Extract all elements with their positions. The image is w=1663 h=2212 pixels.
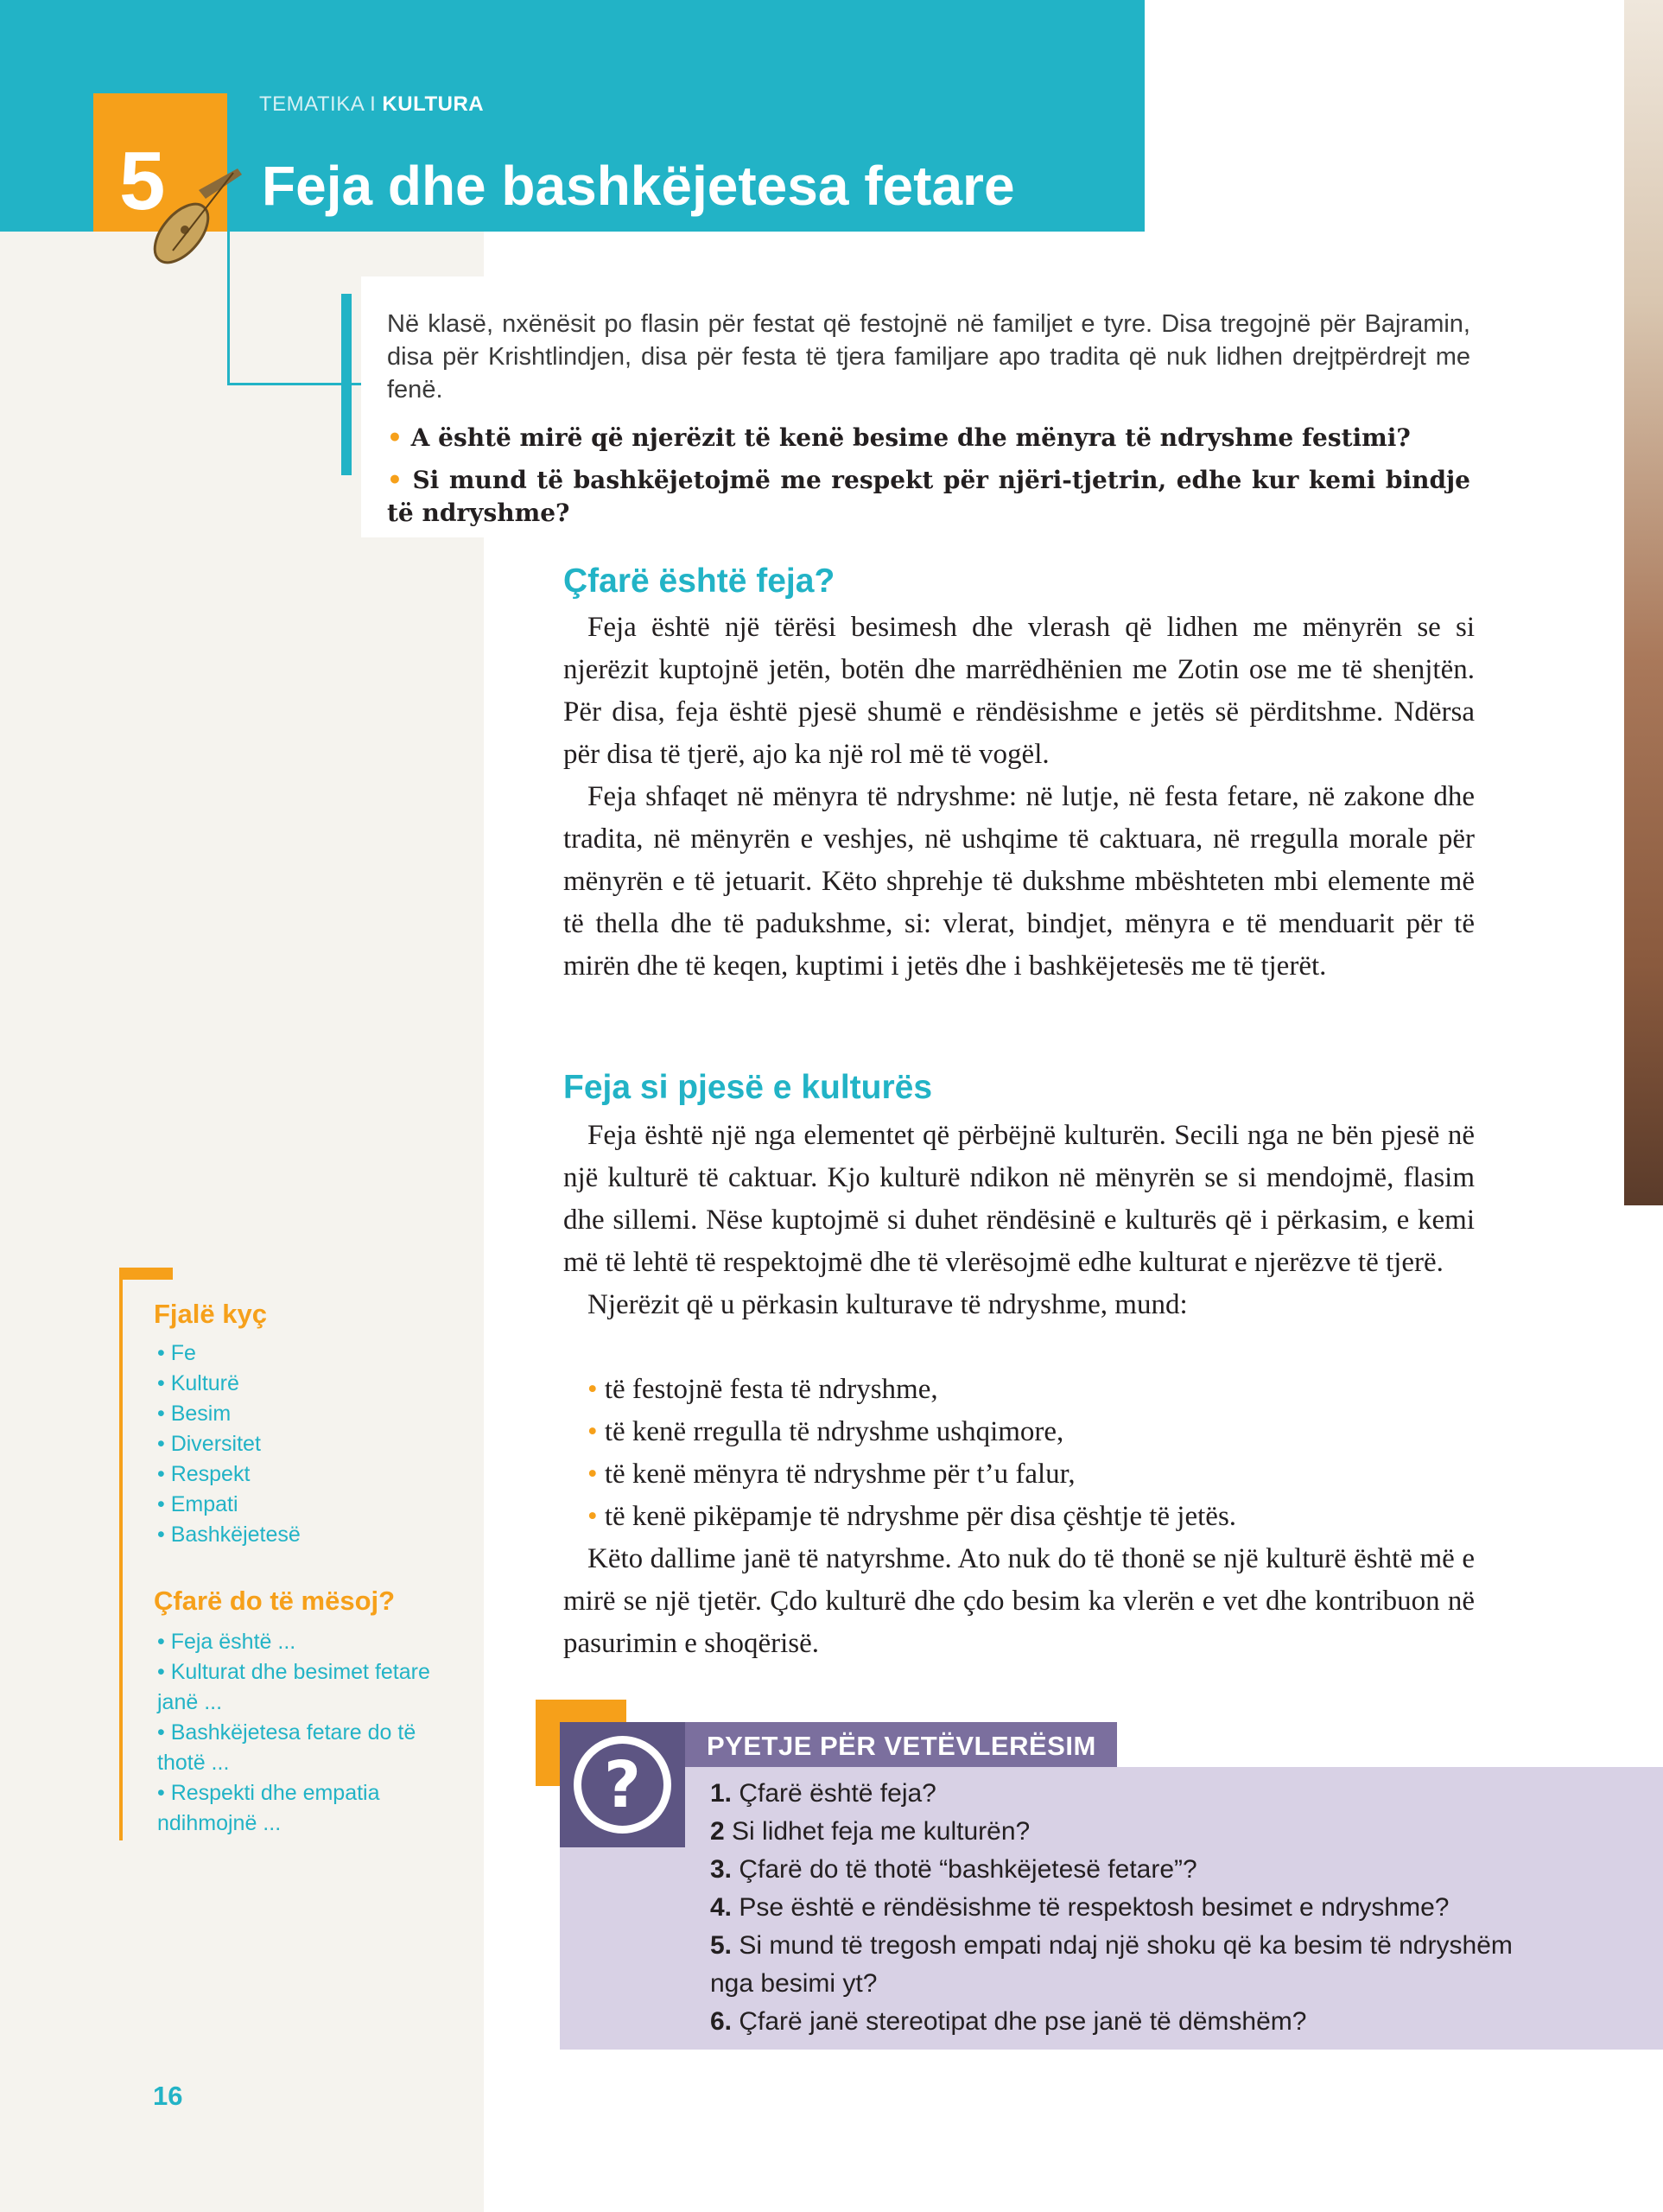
lute-icon bbox=[147, 164, 251, 276]
learn-item: • Kulturat dhe besimet fetare janë ... bbox=[157, 1660, 430, 1714]
keyword-item: • Besim bbox=[157, 1402, 232, 1426]
section-body bbox=[563, 607, 1475, 988]
intro-text: Në klasë, nxënësit po flasin për festat që festojnë në familjet e tyre. Disa tregojnë për Bajramin, disa për Krishtlindjen, disa për festa të tjera familjare apo tradita që nuk lidhen drejtpërdrejt me fenë. bbox=[387, 310, 1470, 404]
keyword-item: • Diversitet bbox=[157, 1432, 261, 1456]
section-heading: Çfarë është feja? bbox=[563, 563, 835, 600]
learn-list bbox=[157, 1627, 442, 1839]
bullet-item: • të kenë rregulla të ndryshme ushqimore, bbox=[587, 1416, 1064, 1447]
section-closing: Këto dallime janë të natyrshme. Ato nuk do të thonë se një kulturë është më e mirë se një tjetër. Çdo kulturë dhe çdo besim ka vlerën e vet dhe kontribuon në pasurimin e shoqërisë. bbox=[563, 1543, 1475, 1659]
bullet-item: • të kenë mënyra të ndryshme për t’u falur, bbox=[587, 1459, 1076, 1490]
page-number: 16 bbox=[153, 2081, 183, 2111]
section-heading: Feja si pjesë e kulturës bbox=[563, 1069, 933, 1106]
selfcheck-question: 3. Çfarë do të thotë “bashkëjetesë fetare”? bbox=[710, 1855, 1197, 1884]
chapter-number: 5 bbox=[119, 135, 166, 227]
section-body bbox=[563, 1115, 1475, 1326]
learn-item: • Feja është ... bbox=[157, 1630, 296, 1654]
photo-edge bbox=[1624, 0, 1663, 1205]
selfcheck-question: 5. Si mund të tregosh empati ndaj një shoku që ka besim të ndryshëm nga besimi yt? bbox=[710, 1931, 1513, 1998]
selfcheck-questions bbox=[710, 1775, 1514, 2041]
paragraph: Feja është një tërësi besimesh dhe vlerash që lidhen me mënyrën se si njerëzit kuptojnë jetën, botën dhe marrëdhënien me Zotin ose me të shenjtën. Për disa, feja është pjesë shumë e rëndësishme e jetës së përditshme. Ndërsa për disa të tjerë, ajo ka një rol më të vogël. bbox=[563, 612, 1475, 770]
paragraph: Feja shfaqet në mënyra të ndryshme: në lutje, në festa fetare, në zakone dhe tradita, në mënyrën e veshjes, në ushqime të caktuara, në rregulla morale për mënyrën e të jetuarit. Këto shprehje të dukshme mbështeten mbi elemente më të thella dhe të padukshme, si: vlerat, bindjet, mënyra e të menduarit për të mirën dhe të keqen, kuptimi i jetës dhe i bashkëjetesës me të tjerët. bbox=[563, 781, 1475, 982]
keywords-list bbox=[157, 1338, 301, 1550]
intro-question: • A është mirë që njerëzit të kenë besime dhe mënyra të ndryshme festimi? bbox=[387, 423, 1411, 452]
keyword-item: • Respekt bbox=[157, 1462, 251, 1486]
learn-item: • Bashkëjetesa fetare do të thotë ... bbox=[157, 1720, 416, 1775]
keyword-item: • Fe bbox=[157, 1341, 196, 1365]
bullet-item: • të kenë pikëpamje të ndryshme për disa çështje të jetës. bbox=[587, 1501, 1237, 1532]
bullet-item: • të festojnë festa të ndryshme, bbox=[587, 1374, 938, 1405]
question-mark-icon bbox=[572, 1734, 673, 1835]
intro-question: • Si mund të bashkëjetojmë me respekt për njëri-tjetrin, edhe kur kemi bindje të ndryshme? bbox=[387, 466, 1470, 527]
keyword-item: • Empati bbox=[157, 1492, 238, 1516]
learn-title: Çfarë do të mësoj? bbox=[154, 1586, 396, 1616]
paragraph: Feja është një nga elementet që përbëjnë kulturën. Secili nga ne bën pjesë në një kulturë të caktuar. Kjo kulturë ndikon në mënyrën se si mendojmë, flasim dhe sillemi. Nëse kuptojmë si duhet rëndësinë e kulturës që i përkasim, e kemi më të lehtë të respektojmë dhe të vlerësojmë edhe kulturat e njerëzve të tjerë. bbox=[563, 1120, 1475, 1278]
intro-accent-bar bbox=[341, 294, 352, 475]
keywords-title: Fjalë kyç bbox=[154, 1299, 267, 1329]
keyword-item: • Bashkëjetesë bbox=[157, 1522, 301, 1547]
selfcheck-question: 1. Çfarë është feja? bbox=[710, 1779, 936, 1808]
thematic-label: TEMATIKA I KULTURA bbox=[259, 92, 485, 116]
keyword-item: • Kulturë bbox=[157, 1371, 239, 1395]
paragraph: Njerëzit që u përkasin kulturave të ndryshme, mund: bbox=[587, 1289, 1188, 1320]
learn-item: • Respekti dhe empatia ndihmojnë ... bbox=[157, 1781, 380, 1835]
selfcheck-question: 2 Si lidhet feja me kulturën? bbox=[710, 1817, 1031, 1846]
selfcheck-title: PYETJE PËR VETËVLERËSIM bbox=[707, 1731, 1096, 1761]
connector-line bbox=[227, 232, 230, 385]
page-title: Feja dhe bashkëjetesa fetare bbox=[262, 155, 1015, 217]
svg-text:?: ? bbox=[604, 1748, 641, 1822]
selfcheck-question: 4. Pse është e rëndësishme të respektosh besimet e ndryshme? bbox=[710, 1893, 1450, 1922]
selfcheck-question: 6. Çfarë janë stereotipat dhe pse janë të dëmshëm? bbox=[710, 2007, 1307, 2036]
